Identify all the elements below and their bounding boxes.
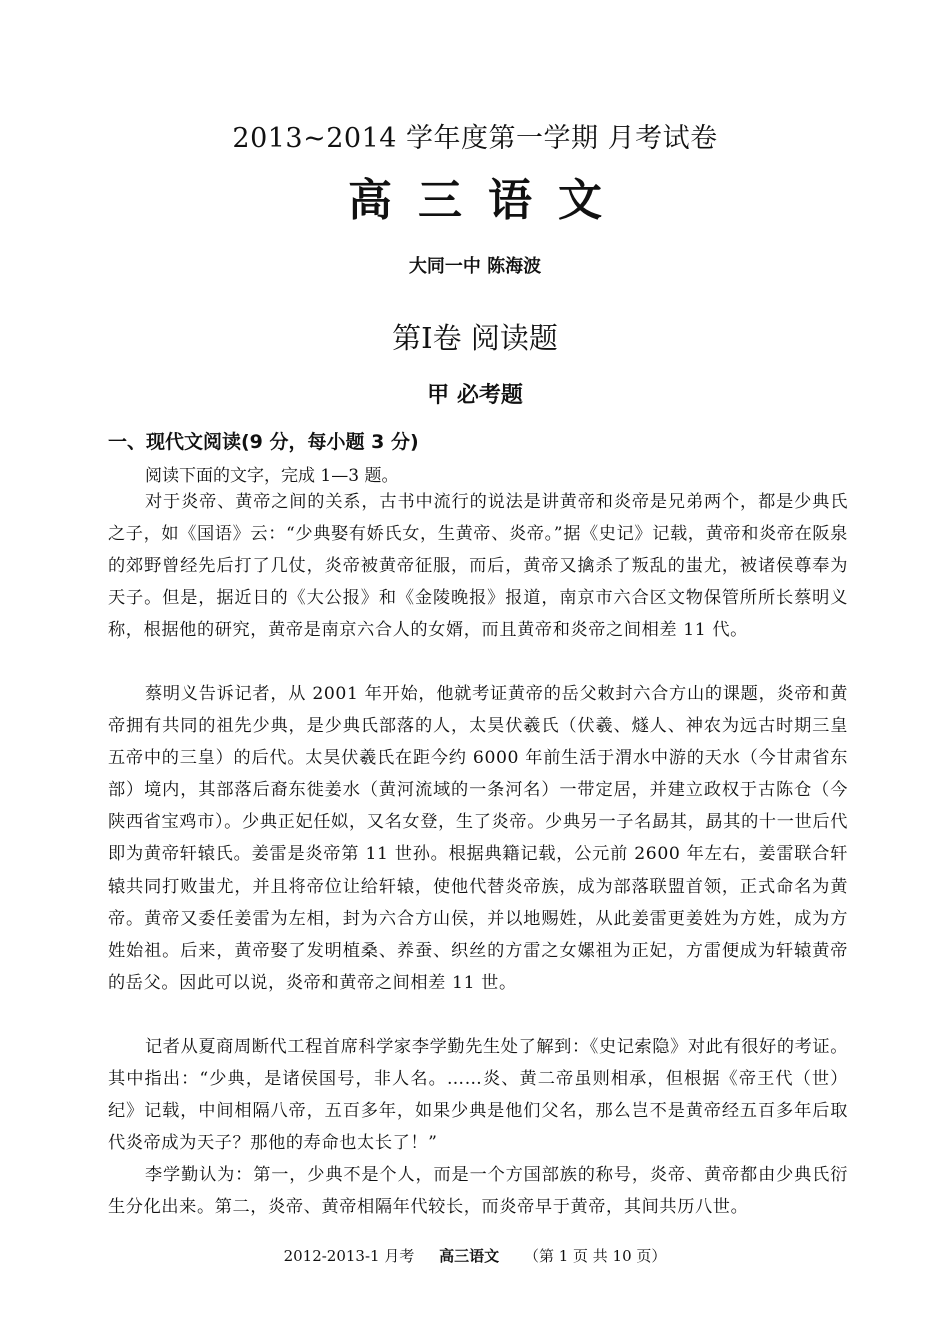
footer-subject: 高三语文	[439, 1247, 500, 1265]
page-footer	[0, 1245, 950, 1266]
subject-title: 高三语文	[348, 175, 628, 226]
author-line: 大同一中 陈海波	[408, 256, 542, 277]
reading-paragraph: 李学勤认为：第一，少典不是个人，而是一个方国部族的称号，炎帝、黄帝都由少典氏衍生分化出来。第二，炎帝、黄帝相隔年代较长，而炎帝早于黄帝，其间共历八世。	[108, 1165, 848, 1218]
exam-title: 2013~2014 学年度第一学期 月考试卷	[232, 123, 718, 154]
reading-paragraph: 对于炎帝、黄帝之间的关系，古书中流行的说法是讲黄帝和炎帝是兄弟两个，都是少典氏之子，如《国语》云：“少典娶有娇氏女，生黄帝、炎帝。”据《史记》记载，黄帝和炎帝在阪泉的郊野曾经先后打了几仗，炎帝被黄帝征服，而后，黄帝又擒杀了叛乱的蚩尤，被诸侯尊奉为天子。但是，据近日的《大公报》和《金陵晚报》报道，南京市六合区文物保管所所长蔡明义称，根据他的研究，黄帝是南京六合人的女婿，而且黄帝和炎帝之间相差 11 代。	[108, 492, 848, 641]
footer-exam: 2012-2013-1 月考	[283, 1247, 415, 1265]
footer-page-info: （第 1 页 共 10 页）	[523, 1247, 667, 1265]
volume-title: 第Ⅰ卷 阅读题	[392, 321, 558, 355]
reading-paragraph: 记者从夏商周断代工程首席科学家李学勤先生处了解到：《史记索隐》对此有很好的考证。其中指出：“少典，是诸侯国号，非人名。……炎、黄二帝虽则相承，但根据《帝王代（世）纪》记载，中间相隔八帝，五百多年，如果少典是他们父名，那么岂不是黄帝经五百多年后取代炎帝成为天子？那他的寿命也太长了！”	[108, 1037, 848, 1154]
section-instruction: 阅读下面的文字，完成 1—3 题。	[145, 466, 399, 486]
reading-paragraph: 蔡明义告诉记者，从 2001 年开始，他就考证黄帝的岳父敕封六合方山的课题，炎帝和黄帝拥有共同的祖先少典，是少典氏部落的人，太昊伏羲氏（伏羲、燧人、神农为远古时期三皇五帝中的三皇）的后代。太昊伏羲氏在距今约 6000 年前生活于渭水中游的天水（今甘肃省东部）境内，其部落后裔东徙姜水（黄河流域的一条河名）一带定居，并建立政权于古陈仓（今陕西省宝鸡市）。少典正妃任姒，又名女登，生了炎帝。少典另一子名勗其，勗其的十一世后代即为黄帝轩辕氏。姜雷是炎帝第 11 世孙。根据典籍记载，公元前 2600 年左右，姜雷联合轩辕共同打败蚩尤，并且将帝位让给轩辕，使他代替炎帝族，成为部落联盟首领，正式命名为黄帝。黄帝又委任姜雷为左相，封为六合方山侯，并以地赐姓，从此姜雷更姜姓为方姓，成为方姓始祖。后来，黄帝娶了发明植桑、养蚕、织丝的方雷之女嫘祖为正妃，方雷便成为轩辕黄帝的岳父。因此可以说，炎帝和黄帝之间相差 11 世。	[108, 684, 848, 993]
part-title: 甲 必考题	[427, 383, 523, 408]
section-heading: 一、现代文阅读(9 分，每小题 3 分)	[108, 431, 419, 453]
